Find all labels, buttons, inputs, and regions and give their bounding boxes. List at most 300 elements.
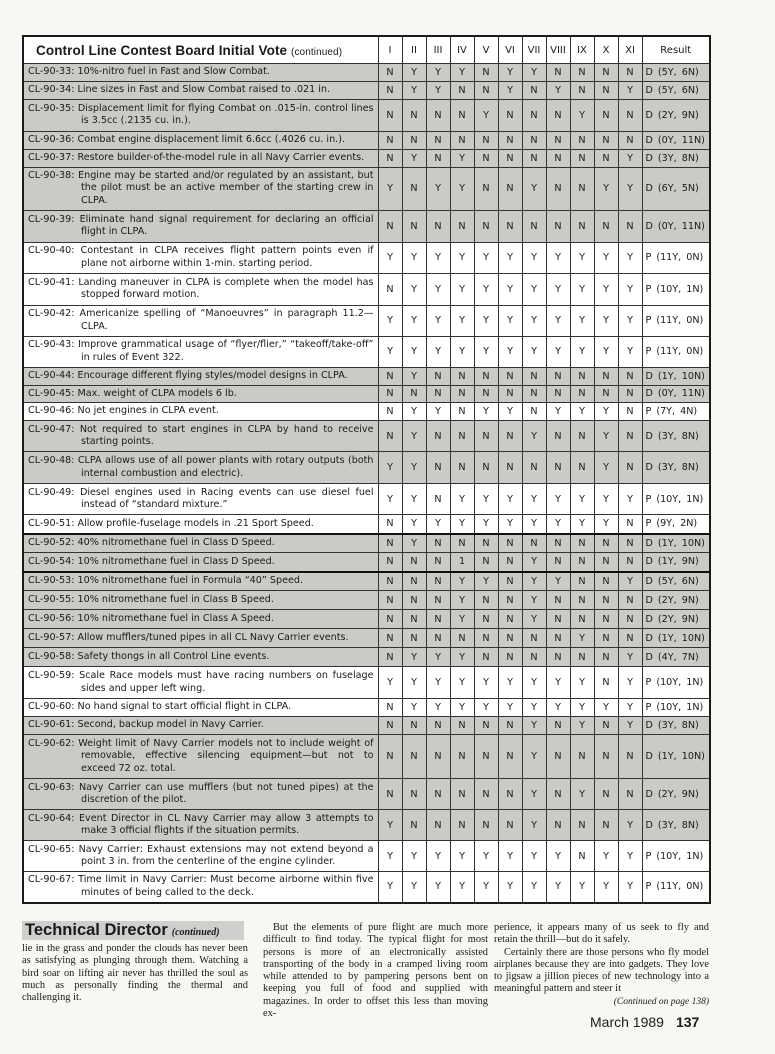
proposal-text-wrap (28, 66, 374, 79)
vote-cell: N (378, 591, 402, 610)
proposal-description (23, 841, 378, 872)
vote-cell: Y (618, 717, 642, 735)
vote-cell: N (474, 648, 498, 667)
vote-cell: N (498, 452, 522, 484)
vote-cell: N (594, 735, 618, 779)
vote-cell: Y (522, 717, 546, 735)
table-row (23, 167, 710, 210)
vote-cell: N (378, 735, 402, 779)
vote-cell: N (522, 367, 546, 385)
proposal-id: CL-90-42: (28, 308, 75, 319)
vote-cell: N (426, 385, 450, 403)
vote-cell: Y (402, 534, 426, 553)
proposal-text: 10% nitromethane fuel in Class A Speed. (77, 612, 274, 624)
proposal-text: Max. weight of CLPA models 6 lb. (77, 387, 237, 399)
result-cell: D (2Y, 9N) (642, 591, 710, 610)
vote-cell: Y (546, 699, 570, 717)
vote-cell: N (498, 610, 522, 629)
proposal-description (23, 403, 378, 421)
proposal-description (23, 572, 378, 591)
vote-cell: N (474, 629, 498, 648)
vote-cell: N (378, 779, 402, 810)
column-header: V (474, 36, 498, 64)
vote-cell: Y (522, 735, 546, 779)
vote-cell: N (498, 553, 522, 572)
vote-cell: N (594, 81, 618, 99)
vote-cell: Y (570, 99, 594, 131)
proposal-id: CL-90-44: (28, 369, 75, 381)
vote-cell: N (546, 385, 570, 403)
proposal-text-wrap (28, 84, 374, 97)
vote-cell: Y (522, 305, 546, 336)
table-row (23, 403, 710, 421)
result-cell: P (9Y, 2N) (642, 515, 710, 534)
column-header: IV (450, 36, 474, 64)
vote-cell: Y (546, 305, 570, 336)
vote-cell: N (378, 515, 402, 534)
result-cell: D (6Y, 5N) (642, 167, 710, 210)
vote-cell: N (426, 810, 450, 841)
vote-cell: Y (594, 515, 618, 534)
table-row (23, 421, 710, 452)
vote-cell: Y (522, 336, 546, 367)
proposal-description (23, 717, 378, 735)
vote-cell: N (594, 648, 618, 667)
vote-cell: Y (450, 242, 474, 273)
vote-cell: N (474, 591, 498, 610)
vote-cell: N (546, 99, 570, 131)
vote-cell: Y (570, 305, 594, 336)
vote-cell: N (450, 81, 474, 99)
vote-cell: N (402, 385, 426, 403)
vote-cell: N (594, 553, 618, 572)
vote-cell: Y (546, 242, 570, 273)
proposal-text: 40% nitromethane fuel in Class D Speed. (77, 537, 275, 549)
vote-cell: N (474, 367, 498, 385)
vote-cell: N (474, 149, 498, 167)
vote-cell: N (474, 210, 498, 242)
vote-cell: N (618, 629, 642, 648)
vote-cell: Y (402, 242, 426, 273)
table-header-row (23, 36, 710, 64)
vote-cell: N (450, 452, 474, 484)
vote-cell: N (570, 572, 594, 591)
proposal-description (23, 421, 378, 452)
vote-cell: N (426, 610, 450, 629)
vote-cell: Y (546, 336, 570, 367)
vote-cell: Y (450, 515, 474, 534)
proposal-description (23, 484, 378, 515)
vote-cell: Y (450, 667, 474, 699)
vote-cell: Y (450, 699, 474, 717)
vote-cell: Y (594, 421, 618, 452)
result-cell: P (11Y, 0N) (642, 336, 710, 367)
vote-cell: Y (426, 667, 450, 699)
vote-cell: Y (546, 515, 570, 534)
vote-cell: N (378, 210, 402, 242)
proposal-description (23, 629, 378, 648)
vote-cell: Y (594, 305, 618, 336)
vote-cell: N (450, 131, 474, 149)
column-header: IX (570, 36, 594, 64)
proposal-id: CL-90-57: (28, 631, 75, 643)
proposal-id: CL-90-63: (28, 781, 75, 793)
vote-cell: N (618, 779, 642, 810)
proposal-description (23, 64, 378, 82)
proposal-description (23, 273, 378, 305)
vote-cell: N (618, 534, 642, 553)
vote-cell: N (450, 534, 474, 553)
proposal-text-wrap (28, 405, 374, 418)
vote-cell: N (546, 810, 570, 841)
vote-cell: N (498, 167, 522, 210)
proposal-text-wrap (28, 556, 374, 569)
result-cell: D (3Y, 8N) (642, 717, 710, 735)
vote-cell: Y (570, 779, 594, 810)
vote-cell: N (474, 131, 498, 149)
vote-cell: N (474, 421, 498, 452)
vote-cell: Y (546, 841, 570, 872)
vote-cell: N (474, 167, 498, 210)
vote-cell: N (546, 553, 570, 572)
vote-cell: Y (618, 810, 642, 841)
proposal-text: Eliminate hand signal requirement for declaring an official flight in CLPA. (79, 213, 374, 238)
vote-cell: Y (618, 484, 642, 515)
vote-cell: Y (378, 242, 402, 273)
result-cell: D (2Y, 9N) (642, 779, 710, 810)
proposal-text: Americanize spelling of “Manoeuvres” in paragraph 11.2—CLPA. (79, 308, 374, 332)
proposal-text: 10%-nitro fuel in Fast and Slow Combat. (77, 66, 270, 77)
result-cell: D (2Y, 9N) (642, 610, 710, 629)
proposal-id: CL-90-61: (28, 719, 75, 731)
vote-cell: N (522, 131, 546, 149)
vote-cell: Y (522, 64, 546, 82)
vote-cell: Y (618, 841, 642, 872)
vote-cell: N (570, 810, 594, 841)
vote-cell: Y (594, 452, 618, 484)
vote-cell: N (378, 610, 402, 629)
vote-cell: Y (450, 591, 474, 610)
proposal-id: CL-90-59: (28, 670, 75, 682)
proposal-description (23, 810, 378, 841)
proposal-text: Allow mufflers/tuned pipes in all CL Navy Carrier events. (77, 631, 349, 643)
article-paragraph: But the elements of pure flight are much more difficult to find today. The typical flight for most persons is more of an electronically assisted transporting of the body in a cramped living room while attended to by pampering persons bent on keeping you full of food and supplied with magazines. In order to offset this less than moving ex- (263, 922, 488, 1020)
proposal-id: CL-90-49: (28, 486, 75, 498)
vote-cell: N (474, 385, 498, 403)
vote-cell: Y (594, 403, 618, 421)
proposal-description (23, 648, 378, 667)
proposal-id: CL-90-67: (28, 874, 75, 886)
vote-cell: N (450, 385, 474, 403)
vote-cell: N (426, 779, 450, 810)
vote-cell: N (618, 99, 642, 131)
proposal-text: Scale Race models must have racing numbers on fuselage sides and upper left wing. (79, 670, 374, 694)
table-row (23, 385, 710, 403)
vote-cell: Y (546, 81, 570, 99)
result-cell: D (0Y, 11N) (642, 210, 710, 242)
vote-cell: N (474, 610, 498, 629)
proposal-text-wrap (28, 245, 374, 270)
article-heading-band (22, 921, 244, 940)
result-cell: D (5Y, 6N) (642, 572, 710, 591)
proposal-description (23, 872, 378, 903)
table-row (23, 336, 710, 367)
result-cell: D (1Y, 9N) (642, 553, 710, 572)
vote-cell: N (378, 81, 402, 99)
vote-cell: Y (618, 149, 642, 167)
result-cell: D (1Y, 10N) (642, 367, 710, 385)
table-row (23, 515, 710, 534)
vote-cell: Y (522, 553, 546, 572)
result-cell: P (10Y, 1N) (642, 841, 710, 872)
vote-cell: Y (426, 336, 450, 367)
proposal-id: CL-90-45: (28, 387, 75, 399)
vote-cell: Y (546, 403, 570, 421)
vote-cell: N (594, 717, 618, 735)
vote-cell: Y (618, 648, 642, 667)
vote-cell: N (378, 534, 402, 553)
column-header: XI (618, 36, 642, 64)
vote-cell: Y (474, 242, 498, 273)
table-row (23, 629, 710, 648)
vote-cell: N (474, 64, 498, 82)
vote-cell: 1 (450, 553, 474, 572)
vote-cell: Y (426, 64, 450, 82)
vote-cell: Y (498, 305, 522, 336)
vote-cell: N (498, 591, 522, 610)
vote-cell: Y (522, 667, 546, 699)
vote-cell: N (570, 64, 594, 82)
vote-cell: N (570, 421, 594, 452)
proposal-text: Navy Carrier: Exhaust extensions may not extend beyond a point 3 in. from the centerline of the engine cylinder. (78, 843, 374, 868)
proposal-id: CL-90-54: (28, 555, 75, 567)
vote-cell: Y (546, 572, 570, 591)
vote-cell: Y (522, 572, 546, 591)
vote-cell: N (378, 131, 402, 149)
vote-cell: Y (450, 572, 474, 591)
vote-cell: N (522, 81, 546, 99)
proposal-text-wrap (28, 782, 374, 807)
table-row (23, 667, 710, 699)
result-cell: D (5Y, 6N) (642, 64, 710, 82)
vote-cell: N (546, 64, 570, 82)
vote-cell: Y (594, 699, 618, 717)
proposal-text-wrap (28, 537, 374, 550)
article-heading (25, 921, 220, 940)
vote-cell: Y (594, 167, 618, 210)
vote-cell: N (570, 841, 594, 872)
vote-cell: N (426, 484, 450, 515)
vote-cell: N (546, 452, 570, 484)
vote-cell: Y (474, 667, 498, 699)
vote-cell: Y (450, 273, 474, 305)
vote-cell: N (378, 553, 402, 572)
vote-cell: N (426, 534, 450, 553)
column-header: II (402, 36, 426, 64)
vote-cell: N (402, 553, 426, 572)
vote-cell: Y (402, 367, 426, 385)
vote-cell: Y (522, 810, 546, 841)
vote-cell: Y (450, 64, 474, 82)
proposal-text: Allow profile-fuselage models in .21 Sport Speed. (77, 517, 314, 529)
table-row (23, 452, 710, 484)
vote-cell: Y (474, 403, 498, 421)
vote-cell: N (402, 572, 426, 591)
vote-cell: N (498, 131, 522, 149)
vote-cell: N (450, 210, 474, 242)
vote-cell: N (498, 99, 522, 131)
issue-date: March 1989 (590, 1014, 664, 1030)
vote-cell: Y (498, 872, 522, 903)
vote-cell: Y (546, 872, 570, 903)
vote-cell: N (474, 810, 498, 841)
vote-cell: Y (450, 149, 474, 167)
vote-cell: N (450, 735, 474, 779)
result-cell: D (3Y, 8N) (642, 452, 710, 484)
vote-cell: N (498, 385, 522, 403)
proposal-id: CL-90-64: (28, 812, 75, 824)
result-cell: D (3Y, 8N) (642, 810, 710, 841)
vote-cell: Y (522, 779, 546, 810)
proposal-id: CL-90-51: (28, 517, 75, 529)
proposal-text-wrap (28, 424, 374, 449)
article-paragraph: Certainly there are those persons who fly model airplanes because they are into gadgets. They love to jigsaw a jillion pieces of new technology into a meaningful pattern and steer it (494, 946, 709, 995)
column-header: VIII (546, 36, 570, 64)
article-heading-text: Technical Director (25, 921, 168, 939)
vote-cell: N (522, 149, 546, 167)
vote-cell: N (498, 534, 522, 553)
vote-table-body (23, 64, 710, 903)
proposal-text: Improve grammatical usage of “flyer/flier,” “takeoff/take-off” in rules of Event 322. (77, 339, 374, 363)
vote-cell: Y (426, 403, 450, 421)
vote-cell: N (474, 553, 498, 572)
vote-cell: N (426, 99, 450, 131)
proposal-text-wrap (28, 388, 374, 401)
vote-cell: N (570, 131, 594, 149)
vote-cell: Y (594, 336, 618, 367)
proposal-id: CL-90-65: (28, 843, 75, 855)
vote-cell: Y (426, 515, 450, 534)
vote-cell: Y (450, 305, 474, 336)
vote-cell: Y (546, 667, 570, 699)
page-footer (590, 1014, 699, 1030)
proposal-id: CL-90-55: (28, 593, 75, 605)
proposal-text-wrap (28, 487, 374, 512)
proposal-description (23, 305, 378, 336)
vote-cell: N (570, 534, 594, 553)
vote-cell: N (450, 779, 474, 810)
result-cell: P (11Y, 0N) (642, 305, 710, 336)
vote-cell: Y (450, 610, 474, 629)
vote-cell: N (618, 131, 642, 149)
vote-cell: N (546, 421, 570, 452)
vote-cell: Y (450, 872, 474, 903)
vote-cell: N (570, 735, 594, 779)
vote-cell: N (402, 610, 426, 629)
proposal-id: CL-90-40: (28, 245, 75, 256)
result-cell: P (11Y, 0N) (642, 242, 710, 273)
vote-cell: Y (378, 872, 402, 903)
vote-cell: N (546, 149, 570, 167)
proposal-text: Diesel engines used in Racing events can use diesel fuel instead of “standard mixture.” (79, 486, 374, 511)
article-column-2 (263, 922, 488, 1020)
vote-cell: N (426, 452, 450, 484)
proposal-text-wrap (28, 134, 374, 147)
vote-cell: N (546, 735, 570, 779)
vote-table (22, 35, 711, 904)
proposal-description (23, 534, 378, 553)
vote-cell: N (498, 779, 522, 810)
vote-cell: N (570, 452, 594, 484)
proposal-description (23, 735, 378, 779)
result-cell: D (1Y, 10N) (642, 629, 710, 648)
vote-cell: N (618, 210, 642, 242)
proposal-description (23, 149, 378, 167)
vote-cell: Y (522, 421, 546, 452)
proposal-text: No hand signal to start official flight in CLPA. (77, 701, 292, 713)
vote-cell: Y (522, 610, 546, 629)
vote-cell: N (594, 610, 618, 629)
proposal-text-wrap (28, 670, 374, 695)
vote-cell: N (474, 452, 498, 484)
vote-cell: Y (402, 81, 426, 99)
vote-cell: N (402, 735, 426, 779)
table-row (23, 242, 710, 273)
vote-cell: N (498, 367, 522, 385)
vote-cell: N (594, 629, 618, 648)
vote-cell: N (426, 735, 450, 779)
vote-cell: N (522, 99, 546, 131)
table-row (23, 64, 710, 82)
vote-cell: Y (426, 699, 450, 717)
proposal-text: Weight limit of Navy Carrier models not to include weight of removable, effective silencing equipment—but not to exceed 72 oz. total. (78, 737, 374, 774)
vote-cell: N (618, 403, 642, 421)
proposal-description (23, 81, 378, 99)
vote-cell: Y (570, 336, 594, 367)
proposal-text-wrap (28, 308, 374, 333)
proposal-text-wrap (28, 277, 374, 302)
vote-cell: Y (402, 515, 426, 534)
vote-cell: N (450, 99, 474, 131)
proposal-description (23, 367, 378, 385)
proposal-id: CL-90-46: (28, 405, 75, 417)
proposal-description (23, 336, 378, 367)
table-row (23, 534, 710, 553)
proposal-text: 10% nitromethane fuel in Class B Speed. (77, 593, 274, 605)
vote-cell: N (618, 515, 642, 534)
vote-cell: Y (402, 403, 426, 421)
continued-on-link: (Continued on page 138) (613, 996, 709, 1007)
vote-cell: N (498, 629, 522, 648)
vote-cell: Y (450, 336, 474, 367)
vote-cell: N (474, 81, 498, 99)
vote-cell: Y (474, 872, 498, 903)
proposal-description (23, 591, 378, 610)
proposal-text: Combat engine displacement limit 6.6cc (.4026 cu. in.). (77, 133, 345, 145)
table-row (23, 484, 710, 515)
vote-cell: N (426, 421, 450, 452)
vote-cell: Y (570, 515, 594, 534)
article-paragraph: perience, it appears many of us seek to fly and retain the thrill—but do it safely. (494, 922, 709, 946)
vote-cell: N (498, 421, 522, 452)
table-row (23, 841, 710, 872)
proposal-id: CL-90-34: (28, 83, 75, 95)
result-cell: D (4Y, 7N) (642, 648, 710, 667)
result-cell: D (3Y, 8N) (642, 421, 710, 452)
vote-cell: Y (618, 336, 642, 367)
proposal-description (23, 242, 378, 273)
proposal-text: Safety thongs in all Control Line events. (77, 650, 270, 662)
